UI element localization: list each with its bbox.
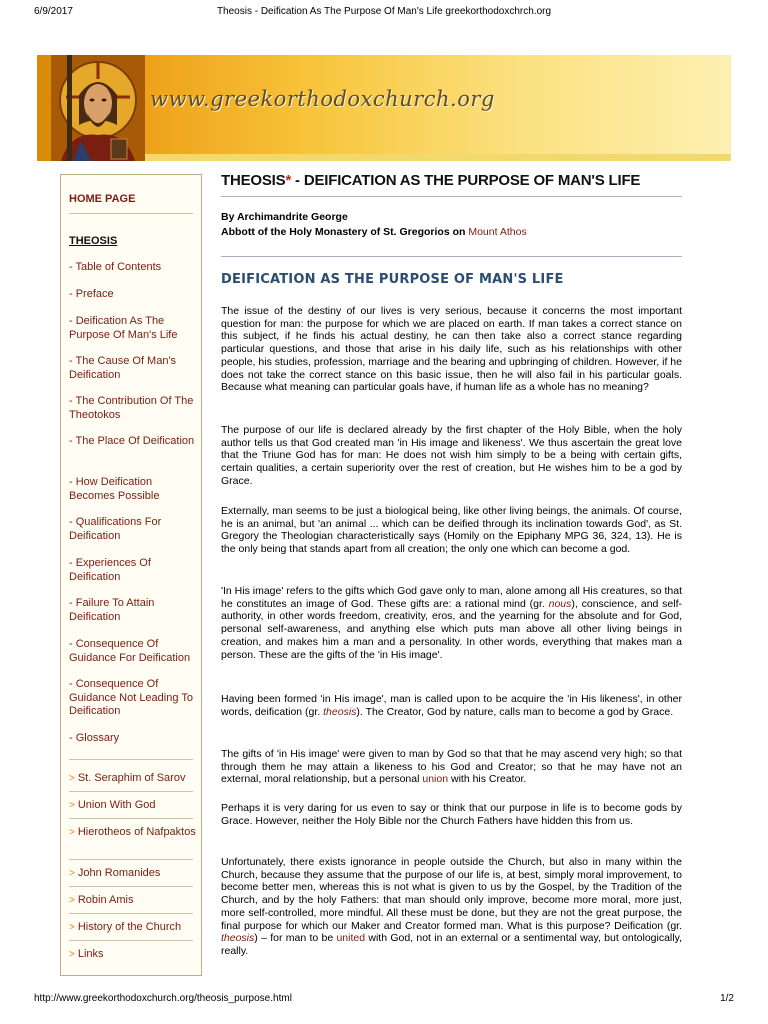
chevron-right-icon: > <box>69 868 75 879</box>
sidebar-item-guidance[interactable]: - Consequence Of Guidance For Deification <box>69 638 191 664</box>
page-title: THEOSIS* - DEIFICATION AS THE PURPOSE OF MAN'S LIFE <box>221 172 641 189</box>
sidebar-link-history[interactable]: > History of the Church <box>69 921 182 933</box>
christ-icon <box>51 55 145 161</box>
sidebar-divider <box>69 213 193 214</box>
banner-stripe <box>67 55 72 161</box>
chevron-right-icon: > <box>69 922 75 933</box>
chevron-right-icon: > <box>69 895 75 906</box>
paragraph: The gifts of 'in His image' were given to man by God so that that he may ascend very high; so that through them he may attain a likeness to his God and Creator; so that he may have not an external, moral relationship, but a personal union with his Creator. <box>221 748 682 786</box>
sidebar-item-place[interactable]: - The Place Of Deification <box>69 435 195 447</box>
chevron-right-icon: > <box>69 949 75 960</box>
sidebar-section-theosis[interactable]: THEOSIS <box>69 235 118 247</box>
author-block <box>221 210 527 240</box>
united-link[interactable]: united <box>336 932 366 945</box>
author-name: By Archimandrite George <box>221 211 348 223</box>
sidebar-item-theotokos[interactable]: - The Contribution Of The Theotokos <box>69 395 194 421</box>
author-title: Abbott of the Holy Monastery of St. Gregorios on Mount Athos <box>221 226 527 238</box>
chevron-right-icon: > <box>69 827 75 838</box>
sidebar-item-preface[interactable]: - Preface <box>69 288 114 300</box>
sidebar-divider <box>69 913 193 914</box>
print-date: 6/9/2017 <box>34 6 73 17</box>
sidebar <box>60 174 202 976</box>
sidebar-item-cause[interactable]: - The Cause Of Man's Deification <box>69 355 177 381</box>
section-heading: DEIFICATION AS THE PURPOSE OF MAN'S LIFE <box>221 272 564 287</box>
mount-athos-link[interactable]: Mount Athos <box>468 226 527 238</box>
site-name[interactable]: www.greekorthodoxchurch.org <box>150 87 495 111</box>
title-divider <box>221 196 682 197</box>
nous-link[interactable]: nous <box>548 597 572 610</box>
sidebar-item-glossary[interactable]: - Glossary <box>69 732 120 744</box>
author-divider <box>221 256 682 257</box>
sidebar-link-amis[interactable]: > Robin Amis <box>69 894 134 906</box>
sidebar-divider <box>69 886 193 887</box>
paragraph: Having been formed 'in His image', man is called upon to be acquire the 'in His likeness', in other words, deification (gr. theosis). The Creator, God by nature, calls man to become a god by Grace. <box>221 693 682 718</box>
chevron-right-icon: > <box>69 800 75 811</box>
sidebar-divider <box>69 759 193 760</box>
chevron-right-icon: > <box>69 773 75 784</box>
sidebar-link-links[interactable]: > Links <box>69 948 104 960</box>
paragraph: The purpose of our life is declared already by the first chapter of the Holy Bible, when the holy author tells us that God created man 'in His image and likeness'. We thus ascertain the great love that the Triune God has for man: He does not wish him simply to be a being with certain gifts, certain qualities, a certain superiority over the rest of creation, but He wishes him to be a god by Grace. <box>221 424 682 487</box>
sidebar-divider <box>69 791 193 792</box>
paragraph: The issue of the destiny of our lives is very serious, because it concerns the most important question for man: the purpose for which we are placed on earth. If man takes a correct stance on this subject, if he finds his actual destiny, he can then take also a correct stance regarding particular questions, and those that arise in his daily life, such as his relationships with other people, his studies, profession, marriage and the bearing and upbringing of children. However, if he does not take the correct stance on this basic issue, then he will also fail in his particular goals. Because what meaning can particular goals have, if human life as a whole has no meaning? <box>221 305 682 394</box>
paragraph: Perhaps it is very daring for us even to say or think that our purpose in life is to become gods by Grace. However, neither the Holy Bible nor the Church Fathers have hidden this from us. <box>221 802 682 827</box>
paragraph: Externally, man seems to be just a biological being, like other living beings, the animals. Of course, he is an animal, but 'an animal ... which can be deified through its inclination towards God', as St. Gregory the Theologian characteristically says (Homily on the Epiphany MPG 36, 324, 13). He is the only being that stands apart from all creation; the only one which can become a god. <box>221 505 682 556</box>
theosis-link[interactable]: theosis <box>323 705 357 718</box>
sidebar-item-how-possible[interactable]: - How Deification Becomes Possible <box>69 476 160 502</box>
sidebar-item-experiences[interactable]: - Experiences Of Deification <box>69 557 151 583</box>
home-page-link[interactable]: HOME PAGE <box>69 193 136 205</box>
sidebar-item-contents[interactable]: - Table of Contents <box>69 261 162 273</box>
sidebar-divider <box>69 940 193 941</box>
sidebar-link-union[interactable]: > Union With God <box>69 799 156 811</box>
print-title: Theosis - Deification As The Purpose Of Man's Life greekorthodoxchrch.org <box>216 6 552 17</box>
site-banner[interactable] <box>37 55 731 161</box>
sidebar-item-qualifications[interactable]: - Qualifications For Deification <box>69 516 162 542</box>
print-url: http://www.greekorthodoxchurch.org/theosis_purpose.html <box>34 993 292 1004</box>
paragraph: Unfortunately, there exists ignorance in people outside the Church, but also in many within the Church, because they assume that the purpose of our life is, at best, simply moral improvement, to become better men, whereas this is not what is given to us by the Gospel, by the Tradition of the Church, and by the holy Fathers: that man should only improve, become more moral, more just, more self-controlled, more mindful. All these must be done, but they are not the great purpose, the final purpose for which our Maker and Creator formed man. What is this purpose? Deification (gr. theosis) – for man to be united with God, not in an external or a sentimental way, but ontologically, really. <box>221 856 682 957</box>
sidebar-divider <box>69 818 193 819</box>
sidebar-item-guidance-not-leading[interactable]: - Consequence Of Guidance Not Leading To Deification <box>69 678 193 717</box>
sidebar-link-romanides[interactable]: > John Romanides <box>69 867 161 879</box>
paragraph: 'In His image' refers to the gifts which God gave only to man, alone among all His creatures, so that he constitutes an image of God. These gifts are: a rational mind (gr. nous), conscience, and self-authority, in other words freedom, creativity, eros, and the yearning for the absolute and for God, personal self-awareness, and anything else which puts man above all other living beings in creation, and makes him a man and a personality. In other words, everything that makes man a person. These are the gifts of the 'in His image'. <box>221 585 683 661</box>
sidebar-item-deification-purpose[interactable]: - Deification As The Purpose Of Man's Life <box>69 315 178 341</box>
theosis-link[interactable]: theosis <box>221 932 255 945</box>
banner-bar <box>145 154 731 161</box>
page-number: 1/2 <box>720 993 734 1004</box>
sidebar-link-seraphim[interactable]: > St. Seraphim of Sarov <box>69 772 186 784</box>
sidebar-item-failure[interactable]: - Failure To Attain Deification <box>69 597 155 623</box>
sidebar-link-hierotheos[interactable]: > Hierotheos of Nafpaktos <box>69 826 196 838</box>
sidebar-divider <box>69 859 193 860</box>
union-link[interactable]: union <box>422 773 449 786</box>
